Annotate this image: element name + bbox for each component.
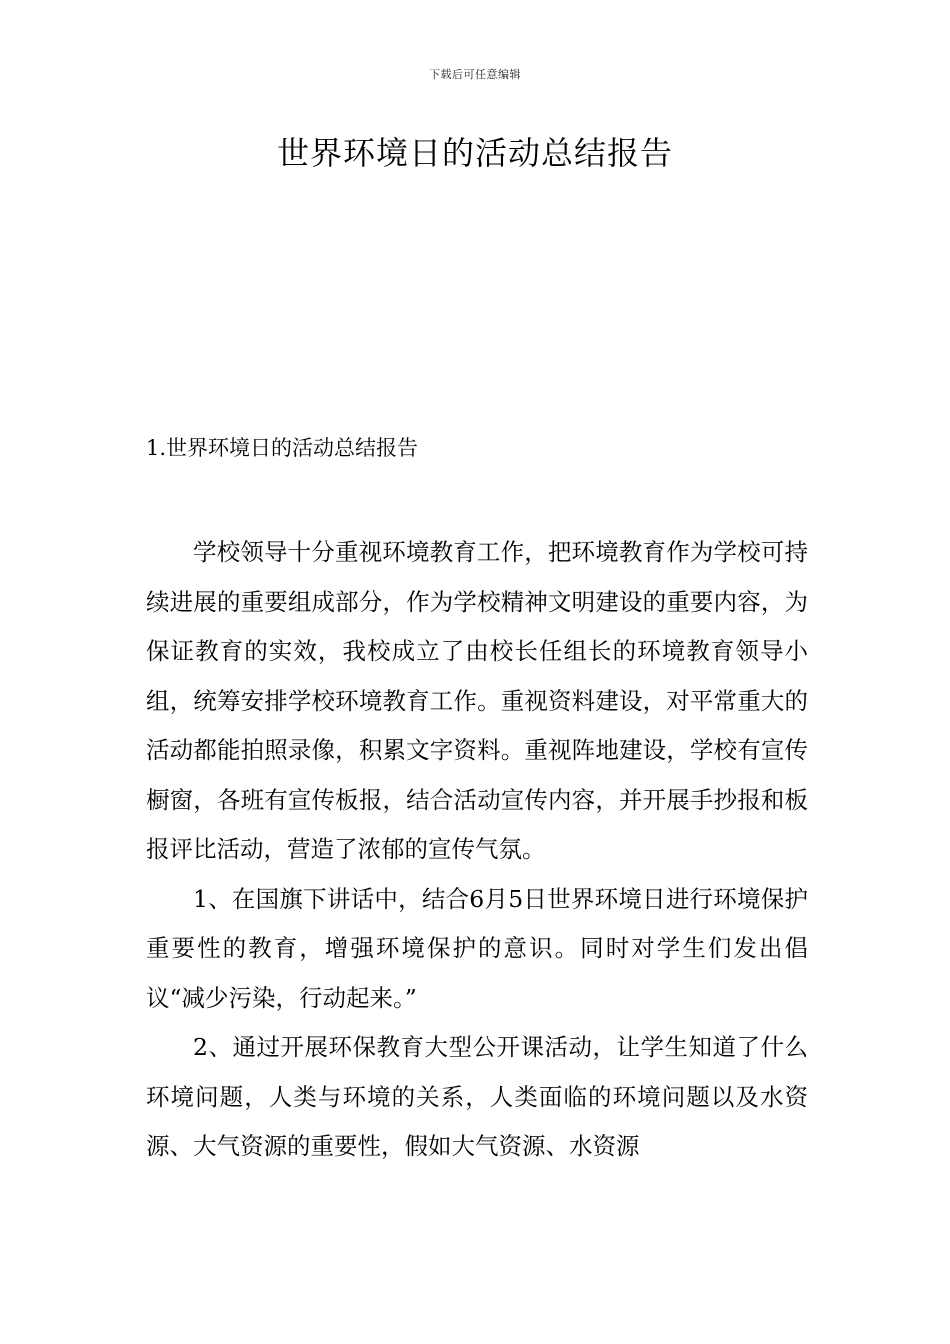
body-text [146,528,808,1172]
paragraph-intro: 学校领导十分重视环境教育工作，把环境教育作为学校可持续进展的重要组成部分，作为学校精神文明建设的重要内容，为保证教育的实效，我校成立了由校长任组长的环境教育领导小组，统筹安排学校环境教育工作。重视资料建设，对平常重大的活动都能拍照录像，积累文字资料。重视阵地建设，学校有宣传橱窗，各班有宣传板报，结合活动宣传内容，并开展手抄报和板报评比活动，营造了浓郁的宣传气氛。 [146,538,808,863]
document-title: 世界环境日的活动总结报告 [276,134,673,172]
header-note: 下载后可任意编辑 [429,68,521,81]
paragraph-item-2: 2、通过开展环保教育大型公开课活动，让学生知道了什么环境问题，人类与环境的关系，人类面临的环境问题以及水资源、大气资源的重要性，假如大气资源、水资源 [146,1033,808,1160]
paragraph-item-1: 1、在国旗下讲话中，结合6月5日世界环境日进行环境保护重要性的教育，增强环境保护的意识。同时对学生们发出倡议“减少污染，行动起来。” [146,884,808,1012]
section-heading: 1.世界环境日的活动总结报告 [146,436,419,460]
